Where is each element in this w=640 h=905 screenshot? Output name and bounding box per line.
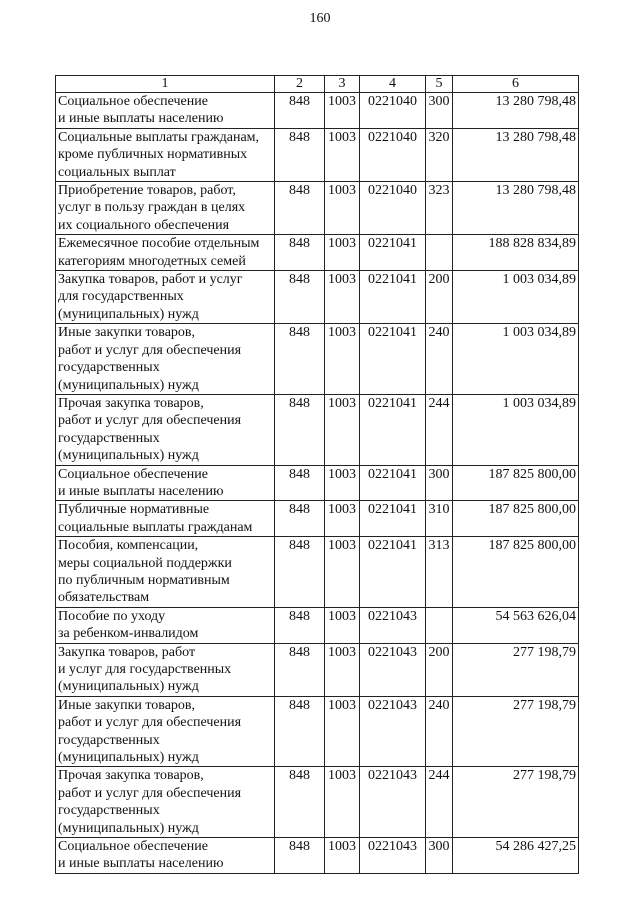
row-code-cell: 848 — [275, 465, 325, 501]
row-expense-type-cell: 244 — [426, 394, 453, 465]
row-section-cell: 1003 — [325, 501, 360, 537]
budget-table — [55, 75, 579, 874]
header-col-3: 3 — [325, 76, 360, 93]
table-row — [56, 128, 579, 181]
row-target-cell: 0221040 — [360, 128, 426, 181]
header-col-6: 6 — [453, 76, 579, 93]
row-name-cell: Иные закупки товаров, работ и услуг для обеспечения государственных (муниципальных) нужд — [56, 696, 275, 767]
row-target-cell: 0221041 — [360, 324, 426, 395]
row-target-cell: 0221040 — [360, 182, 426, 235]
row-section-cell: 1003 — [325, 767, 360, 838]
row-target-cell: 0221040 — [360, 93, 426, 129]
row-expense-type-cell: 300 — [426, 838, 453, 874]
row-name-cell: Социальное обеспечение и иные выплаты населению — [56, 838, 275, 874]
row-section-cell: 1003 — [325, 537, 360, 608]
row-name-cell: Пособия, компенсации, меры социальной поддержки по публичным нормативным обязательствам — [56, 537, 275, 608]
row-section-cell: 1003 — [325, 128, 360, 181]
table-row — [56, 235, 579, 271]
table-row — [56, 537, 579, 608]
row-target-cell: 0221043 — [360, 767, 426, 838]
row-target-cell: 0221041 — [360, 271, 426, 324]
row-section-cell: 1003 — [325, 235, 360, 271]
page-number: 160 — [309, 11, 331, 26]
row-code-cell: 848 — [275, 394, 325, 465]
row-name-cell: Закупка товаров, работ и услуг для государственных (муниципальных) нужд — [56, 643, 275, 696]
row-code-cell: 848 — [275, 93, 325, 129]
row-target-cell: 0221043 — [360, 607, 426, 643]
row-amount-cell: 277 198,79 — [453, 767, 579, 838]
row-expense-type-cell: 200 — [426, 643, 453, 696]
row-section-cell: 1003 — [325, 394, 360, 465]
row-amount-cell: 187 825 800,00 — [453, 537, 579, 608]
row-expense-type-cell: 300 — [426, 93, 453, 129]
row-expense-type-cell: 240 — [426, 696, 453, 767]
table-row — [56, 394, 579, 465]
row-target-cell: 0221043 — [360, 696, 426, 767]
row-section-cell: 1003 — [325, 696, 360, 767]
row-code-cell: 848 — [275, 271, 325, 324]
row-name-cell: Прочая закупка товаров, работ и услуг для обеспечения государственных (муниципальных) нужд — [56, 394, 275, 465]
row-section-cell: 1003 — [325, 838, 360, 874]
row-target-cell: 0221043 — [360, 838, 426, 874]
row-expense-type-cell: 320 — [426, 128, 453, 181]
row-name-cell: Социальное обеспечение и иные выплаты населению — [56, 93, 275, 129]
table-row — [56, 501, 579, 537]
row-code-cell: 848 — [275, 537, 325, 608]
row-target-cell: 0221041 — [360, 394, 426, 465]
header-col-2: 2 — [275, 76, 325, 93]
row-amount-cell: 13 280 798,48 — [453, 182, 579, 235]
row-name-cell: Приобретение товаров, работ, услуг в пользу граждан в целях их социального обеспечения — [56, 182, 275, 235]
table-row — [56, 182, 579, 235]
table-row — [56, 767, 579, 838]
row-name-cell: Пособие по уходу за ребенком-инвалидом — [56, 607, 275, 643]
row-amount-cell: 1 003 034,89 — [453, 271, 579, 324]
table-row — [56, 696, 579, 767]
table-row — [56, 607, 579, 643]
row-expense-type-cell: 244 — [426, 767, 453, 838]
row-expense-type-cell: 323 — [426, 182, 453, 235]
row-amount-cell: 277 198,79 — [453, 696, 579, 767]
row-expense-type-cell: 200 — [426, 271, 453, 324]
row-code-cell: 848 — [275, 235, 325, 271]
table-header-row — [56, 76, 579, 93]
row-target-cell: 0221041 — [360, 235, 426, 271]
row-code-cell: 848 — [275, 643, 325, 696]
table-row — [56, 643, 579, 696]
row-amount-cell: 54 286 427,25 — [453, 838, 579, 874]
row-expense-type-cell: 300 — [426, 465, 453, 501]
row-amount-cell: 187 825 800,00 — [453, 501, 579, 537]
row-section-cell: 1003 — [325, 643, 360, 696]
row-name-cell: Публичные нормативные социальные выплаты гражданам — [56, 501, 275, 537]
row-target-cell: 0221041 — [360, 537, 426, 608]
row-name-cell: Социальные выплаты гражданам, кроме публичных нормативных социальных выплат — [56, 128, 275, 181]
table-row — [56, 93, 579, 129]
row-name-cell: Иные закупки товаров, работ и услуг для обеспечения государственных (муниципальных) нужд — [56, 324, 275, 395]
row-expense-type-cell: 240 — [426, 324, 453, 395]
row-expense-type-cell — [426, 235, 453, 271]
row-amount-cell: 277 198,79 — [453, 643, 579, 696]
row-amount-cell: 1 003 034,89 — [453, 394, 579, 465]
row-code-cell: 848 — [275, 182, 325, 235]
row-amount-cell: 54 563 626,04 — [453, 607, 579, 643]
row-section-cell: 1003 — [325, 607, 360, 643]
row-section-cell: 1003 — [325, 182, 360, 235]
row-target-cell: 0221043 — [360, 643, 426, 696]
row-section-cell: 1003 — [325, 93, 360, 129]
row-code-cell: 848 — [275, 501, 325, 537]
row-target-cell: 0221041 — [360, 501, 426, 537]
row-amount-cell: 13 280 798,48 — [453, 93, 579, 129]
row-section-cell: 1003 — [325, 271, 360, 324]
row-section-cell: 1003 — [325, 324, 360, 395]
row-target-cell: 0221041 — [360, 465, 426, 501]
row-section-cell: 1003 — [325, 465, 360, 501]
row-expense-type-cell: 313 — [426, 537, 453, 608]
row-name-cell: Ежемесячное пособие отдельным категориям многодетных семей — [56, 235, 275, 271]
table-row — [56, 324, 579, 395]
header-col-4: 4 — [360, 76, 426, 93]
row-expense-type-cell: 310 — [426, 501, 453, 537]
table-row — [56, 465, 579, 501]
row-name-cell: Закупка товаров, работ и услуг для государственных (муниципальных) нужд — [56, 271, 275, 324]
row-code-cell: 848 — [275, 696, 325, 767]
row-code-cell: 848 — [275, 128, 325, 181]
row-code-cell: 848 — [275, 767, 325, 838]
header-col-5: 5 — [426, 76, 453, 93]
row-name-cell: Прочая закупка товаров, работ и услуг для обеспечения государственных (муниципальных) нужд — [56, 767, 275, 838]
table-row — [56, 838, 579, 874]
row-code-cell: 848 — [275, 607, 325, 643]
table-row — [56, 271, 579, 324]
row-amount-cell: 187 825 800,00 — [453, 465, 579, 501]
header-col-1: 1 — [56, 76, 275, 93]
row-code-cell: 848 — [275, 324, 325, 395]
row-amount-cell: 13 280 798,48 — [453, 128, 579, 181]
row-expense-type-cell — [426, 607, 453, 643]
row-code-cell: 848 — [275, 838, 325, 874]
row-name-cell: Социальное обеспечение и иные выплаты населению — [56, 465, 275, 501]
row-amount-cell: 188 828 834,89 — [453, 235, 579, 271]
row-amount-cell: 1 003 034,89 — [453, 324, 579, 395]
